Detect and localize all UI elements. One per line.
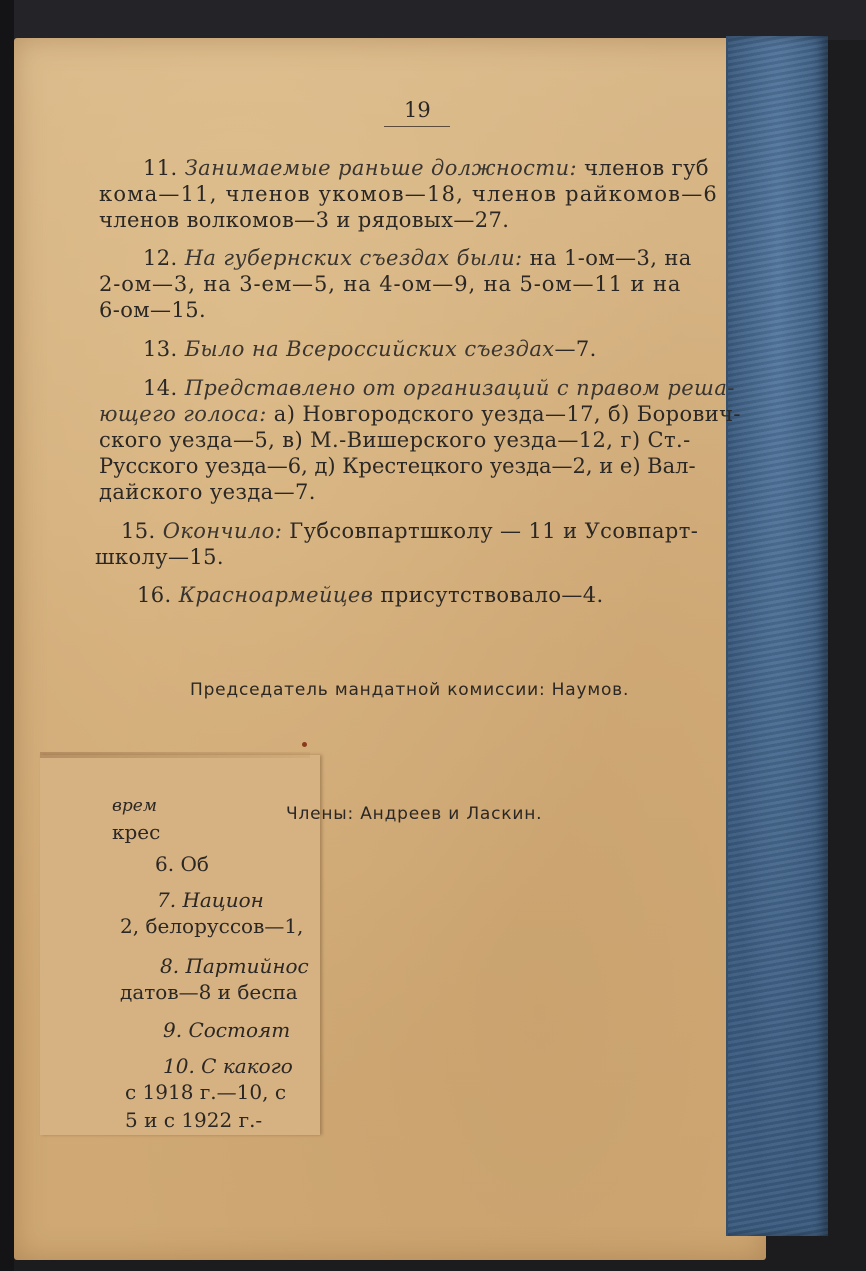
fragment-3: 6. Об [155,852,209,876]
fragment-4: 7. Национ [157,888,264,912]
paragraph-15-number: 15. [121,519,156,543]
paragraph-11-number: 11. [143,156,178,180]
background-top [0,0,866,40]
paragraph-13-number: 13. [143,337,178,361]
paragraph-16-rest: присутствовало—4. [380,583,604,607]
ink-spot [302,742,307,747]
paragraph-14-line-3: ского уезда—5, в) М.-Вишерского уезда—12, г) Ст.- [99,428,691,452]
paragraph-16-label: Красноармейцев [178,583,374,607]
fragment-10: с 1918 г.—10, с [125,1080,287,1104]
fragment-1: врем [112,796,157,816]
paragraph-14-number: 14. [143,376,178,400]
paragraph-14-label-1: Представлено от организаций с правом реша- [184,376,735,400]
page-number-rule [384,126,450,127]
paragraph-14-line-2 [99,402,741,426]
paragraph-12-label: На губернских съездах были: [184,246,523,270]
paragraph-12-line-2: 2-ом—3, на 3-ем—5, на 4-ом—9, на 5-ом—11 и на [99,272,682,296]
paragraph-14-line-5: дайского уезда—7. [99,480,316,504]
blue-binding-spine [726,36,828,1236]
chairman-signature: Председатель мандатной комиссии: Наумов. [190,680,630,700]
tear-edge [40,752,310,758]
paragraph-15-line-2: школу—15. [95,545,224,569]
fragment-11: 5 и с 1922 г.- [125,1108,263,1132]
paragraph-11-line-1 [143,156,709,180]
paragraph-11-line-2: кома—11, членов укомов—18, членов райкомов—6 [99,182,718,206]
paragraph-11-line-1-rest: членов губ [584,156,709,180]
fragment-9: 10. С какого [163,1054,293,1078]
paragraph-13 [143,337,597,361]
paragraph-12-line-1-rest: на 1-ом—3, на [529,246,692,270]
underlying-page-fragment [40,755,320,1135]
paragraph-15-line-1 [121,519,698,543]
paragraph-12-number: 12. [143,246,178,270]
paragraph-14-line-2-rest: а) Новгородского уезда—17, б) Борович- [273,402,741,426]
fragment-6: 8. Партийнос [160,954,309,978]
background-left [0,0,14,1271]
paragraph-11-line-3: членов волкомов—3 и рядовых—27. [99,208,510,232]
paragraph-12-line-1 [143,246,692,270]
paragraph-13-label: Было на Всероссийских съездах [184,337,555,361]
paragraph-11-label: Занимаемые раньше должности: [184,156,577,180]
paragraph-15-line-1-rest: Губсовпартшколу — 11 и Усовпарт- [289,519,699,543]
members-signature: Члены: Андреев и Ласкин. [286,804,543,824]
paragraph-16-number: 16. [137,583,172,607]
paragraph-16 [137,583,604,607]
paragraph-14-line-1 [143,376,735,400]
paragraph-14-label-2: ющего голоса: [99,402,267,426]
paragraph-14-line-4: Русского уезда—6, д) Крестецкого уезда—2, и е) Вал- [99,454,696,478]
fragment-8: 9. Состоят [163,1018,291,1042]
fragment-5: 2, белоруссов—1, [120,914,304,938]
paragraph-12-line-3: 6-ом—15. [99,298,207,322]
paragraph-13-rest: —7. [554,337,597,361]
page-number: 19 [404,98,431,122]
fragment-7: датов—8 и беспа [120,980,298,1004]
fragment-2: крес [112,820,161,844]
paragraph-15-label: Окончило: [162,519,283,543]
